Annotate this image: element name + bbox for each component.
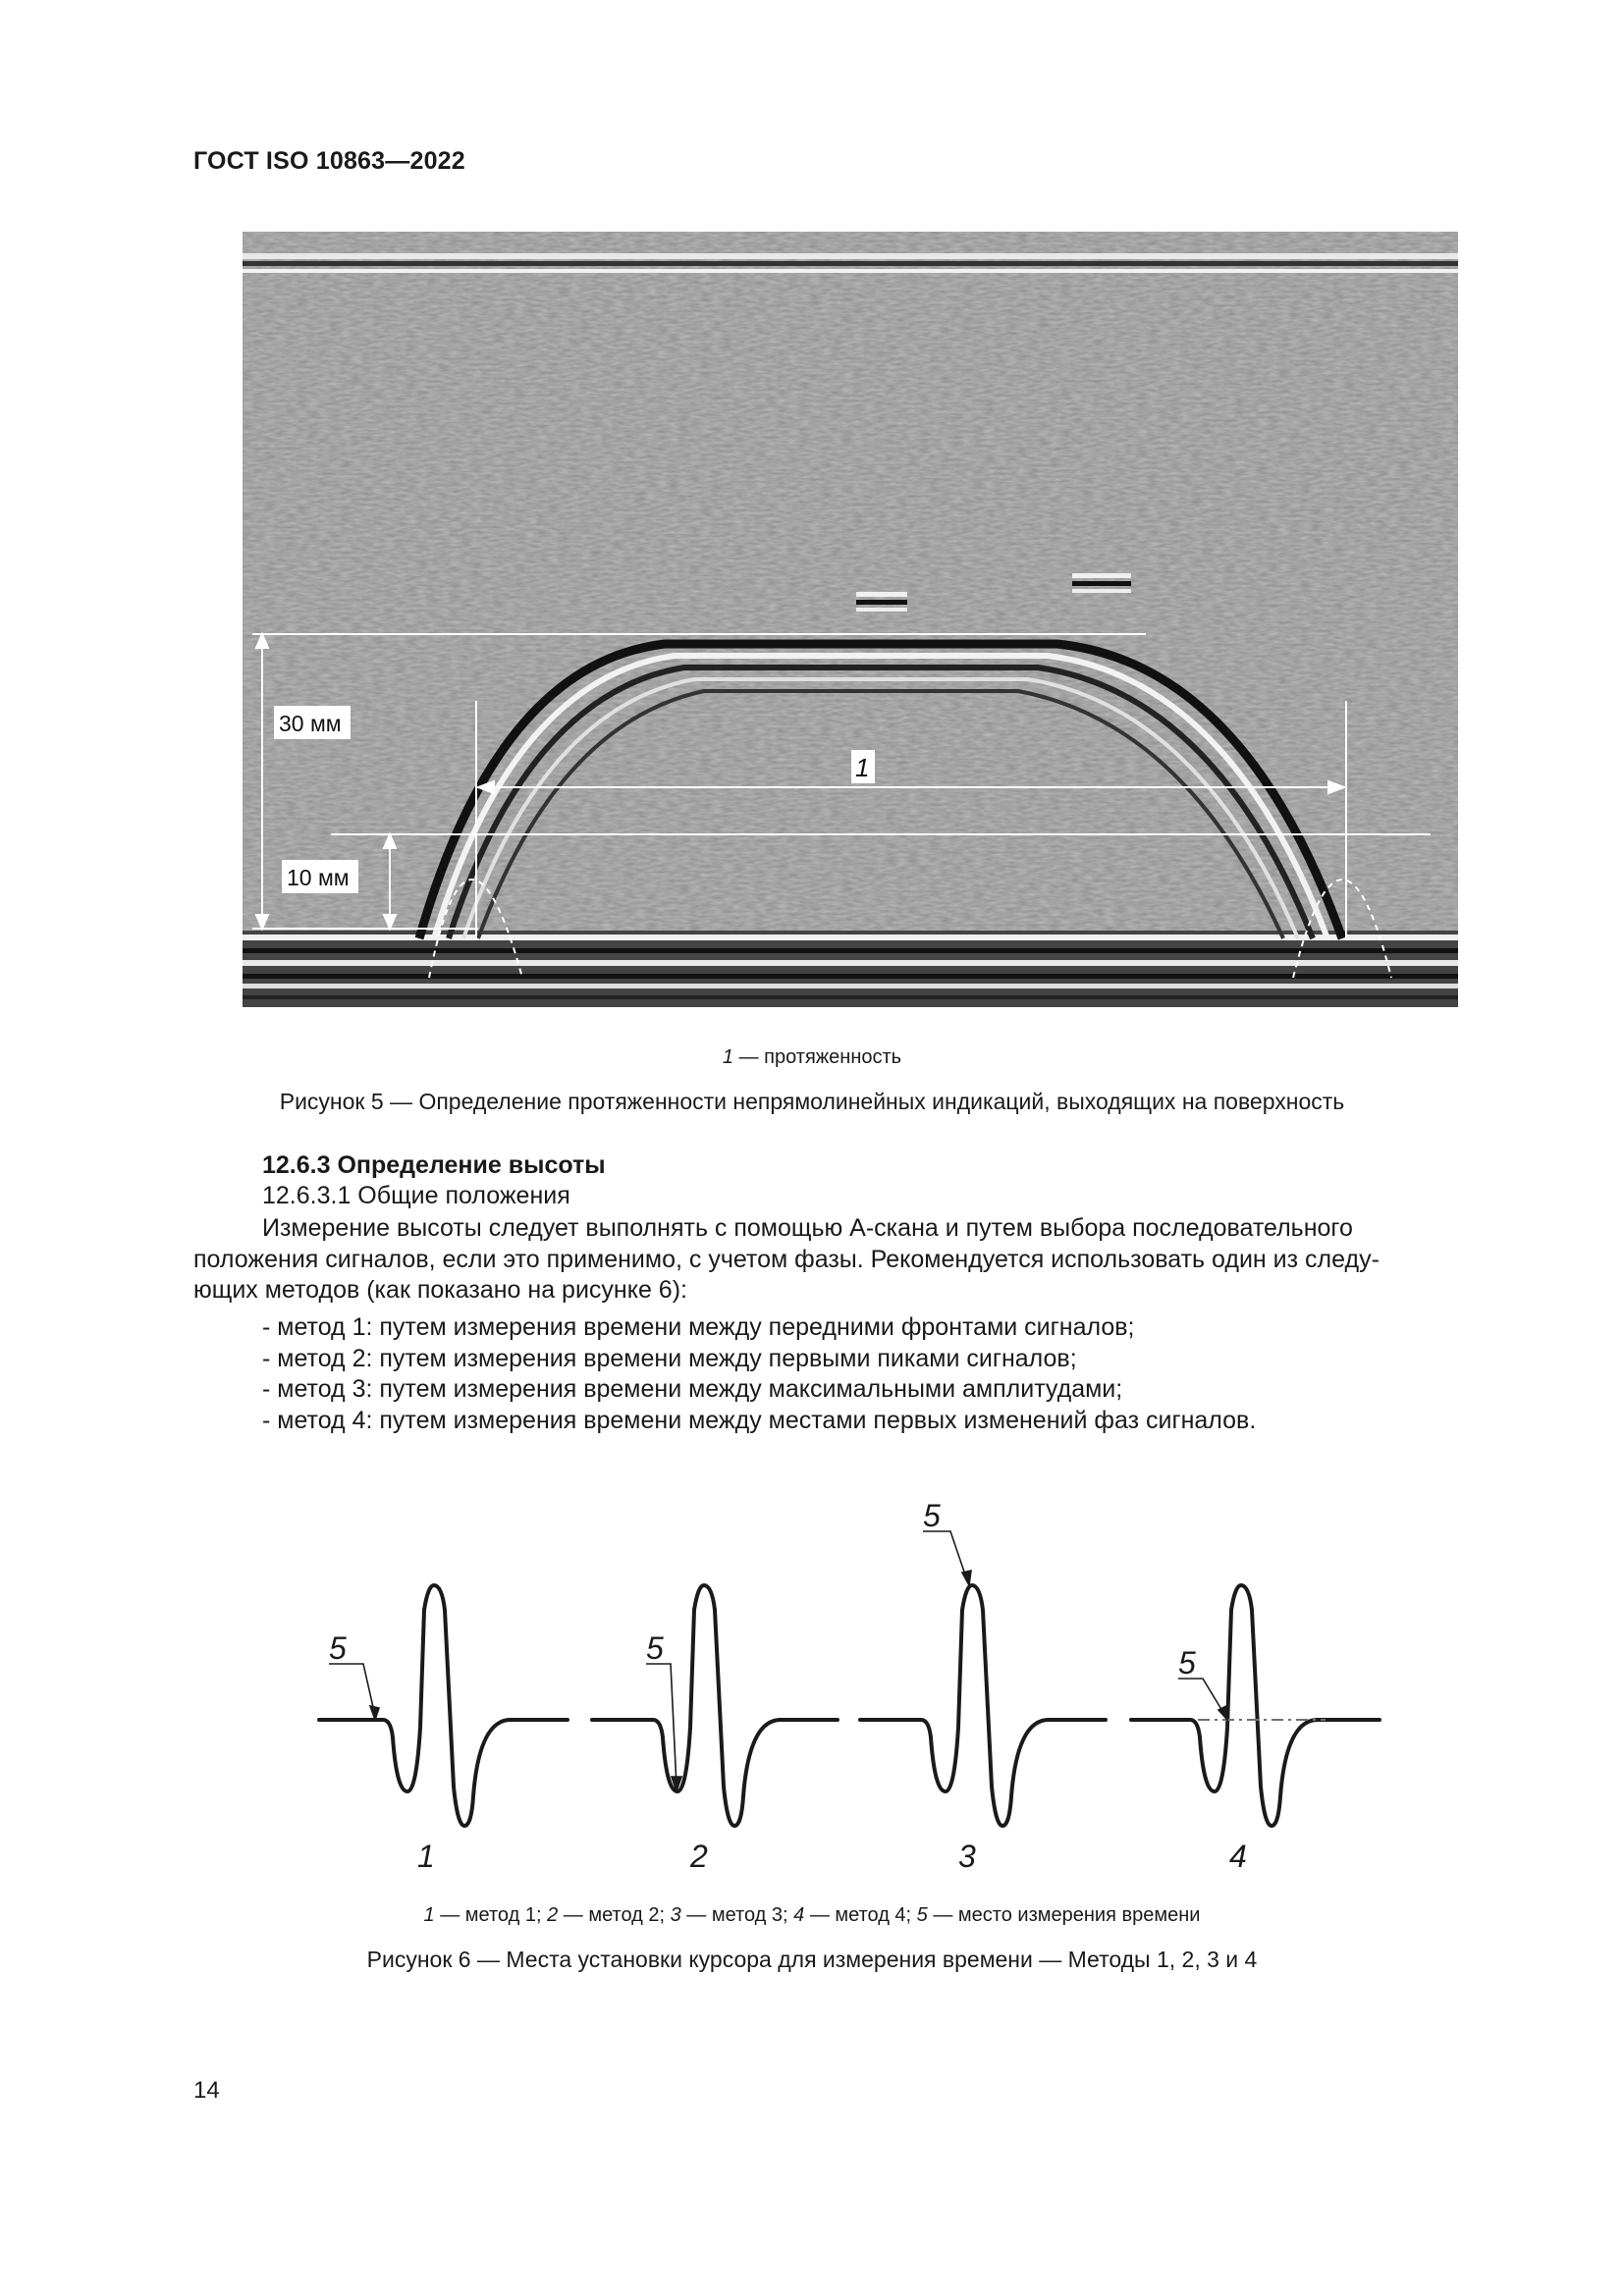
legend-text: — метод 1; <box>434 1904 548 1926</box>
marker-5-method4: 5 <box>1178 1645 1196 1681</box>
legend-num: 4 <box>793 1904 805 1926</box>
bottom-backwall-bands <box>243 931 1458 1007</box>
pulse-2 <box>592 1585 838 1826</box>
document-header: ГОСТ ISO 10863—2022 <box>193 147 465 175</box>
pulse-1 <box>319 1585 568 1826</box>
figure5-legend-num: 1 <box>722 1046 734 1068</box>
pulse-3 <box>860 1585 1106 1826</box>
section-title: 12.6.3 Определение высоты <box>262 1151 606 1179</box>
legend-num: 3 <box>670 1904 681 1926</box>
marker-5-method2: 5 <box>646 1630 664 1666</box>
legend-num: 2 <box>547 1904 559 1926</box>
figure5-scan-image <box>243 232 1458 1007</box>
figure6-caption: Рисунок 6 — Места установки курсора для измерения времени — Методы 1, 2, 3 и 4 <box>366 1947 1258 1972</box>
list-item: - метод 3: путем измерения времени между максимальными амплитудами; <box>262 1375 1123 1403</box>
marker-5-method3: 5 <box>923 1498 941 1533</box>
figure5-legend <box>0 1046 1624 1069</box>
pulse-4 <box>1131 1585 1380 1826</box>
legend-num: 5 <box>916 1904 928 1926</box>
pulse-label-1: 1 <box>417 1839 435 1874</box>
legend-text: — метод 3; <box>680 1904 794 1926</box>
subsection-title: 12.6.3.1 Общие положения <box>262 1182 570 1209</box>
marker-5-leaders <box>329 1531 1227 1791</box>
label-10mm: 10 мм <box>287 865 350 890</box>
page-number: 14 <box>193 2077 220 2104</box>
top-surface-bands <box>243 253 1458 273</box>
figure6-pulses <box>314 1492 1394 1885</box>
legend-text: — место измерения времени <box>927 1904 1201 1926</box>
figure5-caption: Рисунок 5 — Определение протяженности непрямолинейных индикаций, выходящих на поверхность <box>279 1089 1345 1114</box>
pulse-label-3: 3 <box>958 1839 976 1874</box>
label-30mm: 30 мм <box>279 711 342 736</box>
methods-list <box>262 1312 1256 1436</box>
marker-1-box <box>851 750 875 783</box>
pulse-label-2: 2 <box>690 1839 708 1874</box>
pulse-label-4: 4 <box>1229 1839 1247 1874</box>
list-item: - метод 4: путем измерения времени между местами первых изменений фаз сигналов. <box>262 1406 1257 1434</box>
legend-num: 1 <box>423 1904 435 1926</box>
legend-text: — метод 4; <box>804 1904 917 1926</box>
marker-5-method1: 5 <box>329 1630 347 1666</box>
paragraph-line-3: ющих методов (как показано на рисунке 6): <box>193 1276 687 1304</box>
marker-1: 1 <box>855 753 870 782</box>
figure6-legend <box>0 1904 1624 1927</box>
paragraph-line-1: Измерение высоты следует выполнять с помощью А-скана и путем выбора последовательного <box>262 1214 1353 1242</box>
legend-text: — метод 2; <box>558 1904 671 1926</box>
paragraph-line-2: положения сигналов, если это применимо, с учетом фазы. Рекомендуется использовать один из следу- <box>193 1245 1380 1273</box>
figure5-legend-text: — протяженность <box>733 1046 902 1068</box>
list-item: - метод 2: путем измерения времени между первыми пиками сигналов; <box>262 1344 1077 1372</box>
label-10mm-box <box>282 860 358 893</box>
label-30mm-box <box>274 706 351 739</box>
list-item: - метод 1: путем измерения времени между передними фронтами сигналов; <box>262 1313 1135 1341</box>
section-paragraph <box>193 1213 1507 1307</box>
